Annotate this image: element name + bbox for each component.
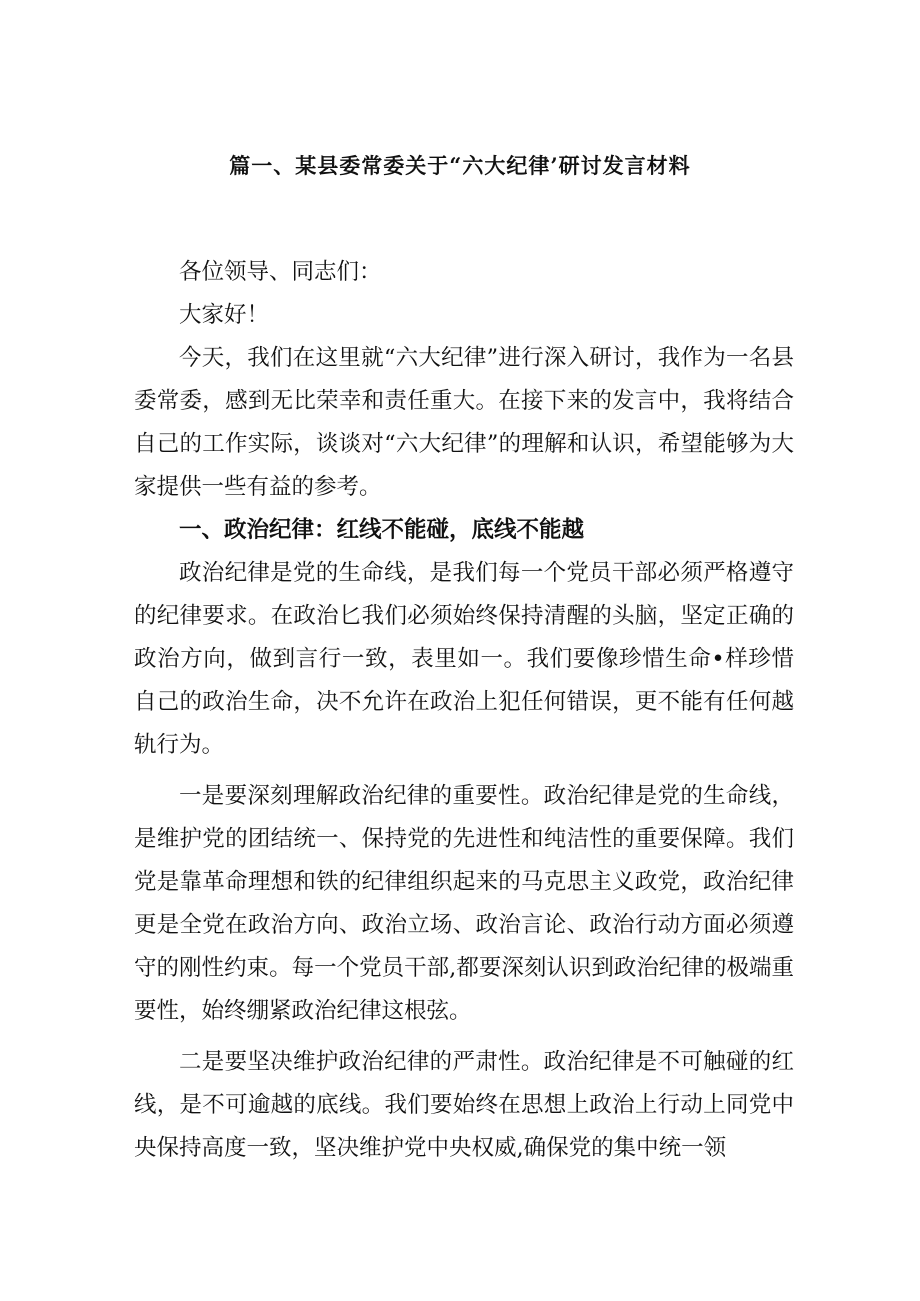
body-paragraph: 政治纪律是党的生命线，是我们每一个党员干部必须严格遵守的纪律要求。在政治匕我们必须始终保持清醒的头脑，坚定正确的政治方向，做到言行一致，表里如一。我们要像珍惜生命•样珍惜自己的政治生命，决不允许在政治上犯任何错误，更不能有任何越轨行为。 [134,560,794,758]
document-body [134,251,794,1170]
intro-paragraph: 今天，我们在这里就“六大纪律”进行深入研讨，我作为一名县委常委，感到无比荣幸和责任重大。在接下来的发言中，我将结合自己的工作实际，谈谈对“六大纪律”的理解和认识，希望能够为大家提供一些有益的参考。 [134,345,794,500]
document-title: 篇一、某县委常委关于“六大纪律’研讨发言材料 [229,153,691,178]
greeting-paragraph: 大家好！ [179,302,270,328]
section-heading-political: 一、政治纪律：红线不能碰，底线不能越 [179,517,585,543]
salutation-paragraph: 各位领导、同志们： [179,259,382,285]
body-paragraph: 一是要深刻理解政治纪律的重要性。政治纪律是党的生命线，是维护党的团结统一、保持党的先进性和纯洁性的重要保障。我们党是靠革命理想和铁的纪律组织起来的马克思主义政党，政治纪律更是全党在政治方向、政治立场、政治言论、政治行动方面必须遵守的刚性约束。每一个党员干部,都要深刻认识到政治纪律的极端重要性，始终绷紧政治纪律这根弦。 [134,783,794,1024]
body-paragraph: 二是要坚决维护政治纪律的严肃性。政治纪律是不可触碰的红线，是不可逾越的底线。我们要始终在思想上政治上行动上同党中央保持高度一致，坚决维护党中央权威,确保党的集中统一领 [134,1049,794,1161]
